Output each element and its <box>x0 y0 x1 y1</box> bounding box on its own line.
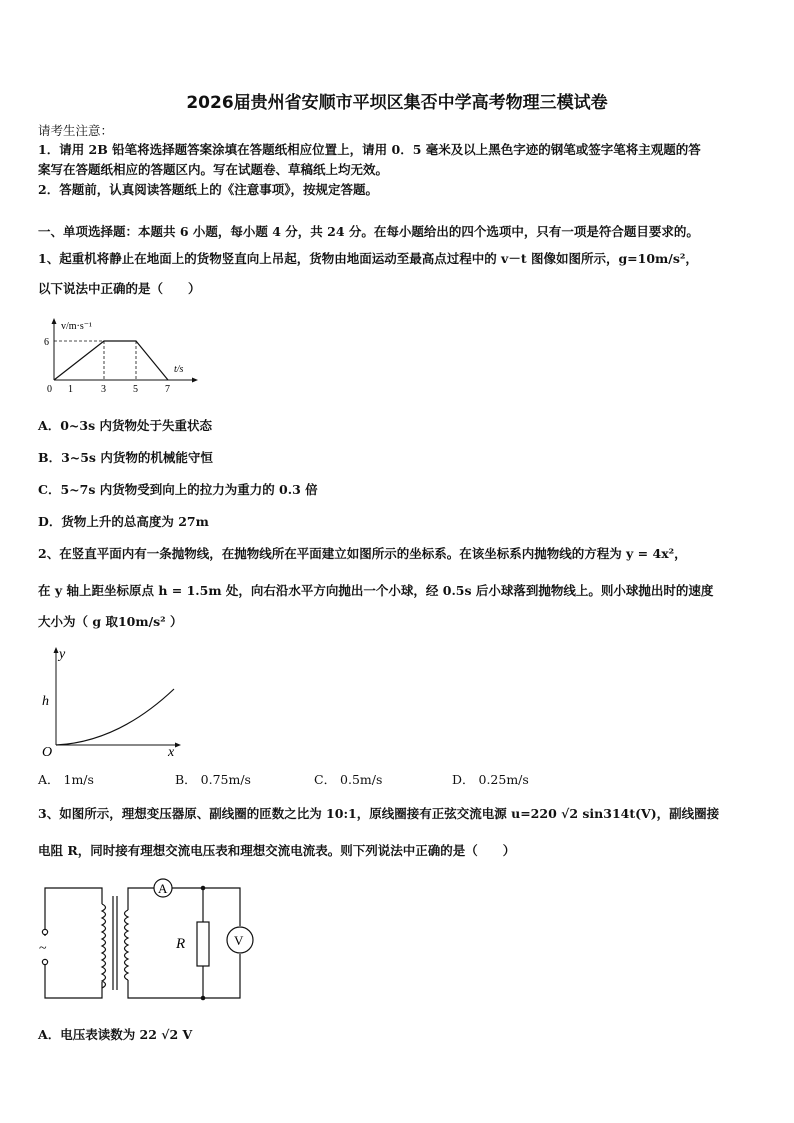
parabola-h-label: h <box>42 694 49 709</box>
question-3-stem-line-1: 3、如图所示，理想变压器原、副线圈的匝数之比为 10:1，原线圈接有正弦交流电源 u=220 √2 sin314t(V)，副线圈接 <box>38 806 720 821</box>
question-1-option-b: B．3~5s 内货物的机械能守恒 <box>38 450 213 465</box>
question-1-stem-line-1: 1、起重机将静止在地面上的货物竖直向上吊起，货物由地面运动至最高点过程中的 v－t 图像如图所示，g=10m/s²， <box>38 251 698 266</box>
secondary-top-right-wire <box>172 888 240 926</box>
vt-tick-6: 6 <box>44 337 49 348</box>
vt-tick-3: 3 <box>101 384 106 395</box>
question-2-stem-line-3: 大小为（ g 取10m/s² ） <box>38 614 183 629</box>
question-2-option-b: B． 0.75m/s <box>175 772 251 787</box>
notice-item-1-line-1: 1．请用 2B 铅笔将选择题答案涂填在答题纸相应位置上，请用 0．5 毫米及以上黑色字迹的钢笔或签字笔将主观题的答 <box>38 142 701 157</box>
question-1-option-a: A．0~3s 内货物处于失重状态 <box>38 418 212 433</box>
question-2-stem-line-2: 在 y 轴上距坐标原点 h = 1.5m 处，向右沿水平方向抛出一个小球，经 0.5s 后小球落到抛物线上。则小球抛出时的速度 <box>38 583 714 598</box>
vt-y-arrow <box>52 318 57 324</box>
secondary-bottom-wire <box>128 954 240 998</box>
vt-tick-5: 5 <box>133 384 138 395</box>
primary-bottom-wire <box>45 960 102 998</box>
resistor-symbol <box>197 922 209 966</box>
question-3-option-a: A．电压表读数为 22 √2 V <box>38 1027 193 1042</box>
source-terminal-top <box>42 929 47 934</box>
question-2-option-a: A． 1m/s <box>38 772 94 787</box>
parabola-x-arrow <box>175 743 181 748</box>
ammeter-label: A <box>158 881 168 896</box>
question-1-option-d: D．货物上升的总高度为 27m <box>38 514 209 529</box>
primary-top-wire <box>45 888 102 936</box>
primary-coil <box>102 904 106 988</box>
vt-x-label: t/s <box>174 364 184 375</box>
secondary-top-left-wire <box>128 888 154 910</box>
notice-item-1-line-2: 案写在答题纸相应的答题区内。写在试题卷、草稿纸上均无效。 <box>38 162 389 177</box>
resistor-label: R <box>176 936 186 952</box>
parabola-y-arrow <box>54 647 59 653</box>
notice-heading: 请考生注意： <box>38 123 114 138</box>
vt-tick-7: 7 <box>165 384 170 395</box>
vt-y-label: v/m·s⁻¹ <box>61 321 93 332</box>
parabola-curve <box>56 689 174 745</box>
parabola-x-label: x <box>168 745 175 758</box>
question-2-stem-line-1: 2、在竖直平面内有一条抛物线，在抛物线所在平面建立如图所示的坐标系。在该坐标系内抛物线的方程为 y = 4x²， <box>38 546 687 561</box>
junction-bottom <box>201 996 206 1001</box>
question-3-stem-line-2: 电阻 R，同时接有理想交流电压表和理想交流电流表。则下列说法中正确的是（ ） <box>38 843 516 858</box>
question-1-stem-line-2: 以下说法中正确的是（ ） <box>38 281 201 296</box>
section-heading: 一、单项选择题：本题共 6 小题，每小题 4 分，共 24 分。在每小题给出的四个选项中，只有一项是符合题目要求的。 <box>38 224 699 239</box>
voltmeter-label: V <box>234 933 244 948</box>
parabola-y-label: y <box>59 647 66 662</box>
source-terminal-bottom <box>42 959 47 964</box>
junction-top <box>201 886 206 891</box>
secondary-coil <box>125 910 129 980</box>
ac-source-symbol: ~ <box>39 941 47 956</box>
notice-item-2: 2．答题前，认真阅读答题纸上的《注意事项》，按规定答题。 <box>38 182 378 197</box>
vt-tick-1: 1 <box>68 384 73 395</box>
question-1-vt-graph <box>38 313 208 399</box>
vt-x-arrow <box>192 378 198 383</box>
vt-graph-line <box>54 341 168 380</box>
question-3-circuit-diagram <box>38 872 270 1004</box>
question-2-option-c: C． 0.5m/s <box>314 772 383 787</box>
question-2-parabola-graph <box>38 642 188 758</box>
vt-origin-label: 0 <box>47 384 52 395</box>
question-2-option-d: D． 0.25m/s <box>452 772 529 787</box>
parabola-origin-label: O <box>42 745 53 758</box>
page-title: 2026届贵州省安顺市平坝区集否中学高考物理三模试卷 <box>186 93 608 113</box>
question-1-option-c: C．5~7s 内货物受到向上的拉力为重力的 0.3 倍 <box>38 482 318 497</box>
